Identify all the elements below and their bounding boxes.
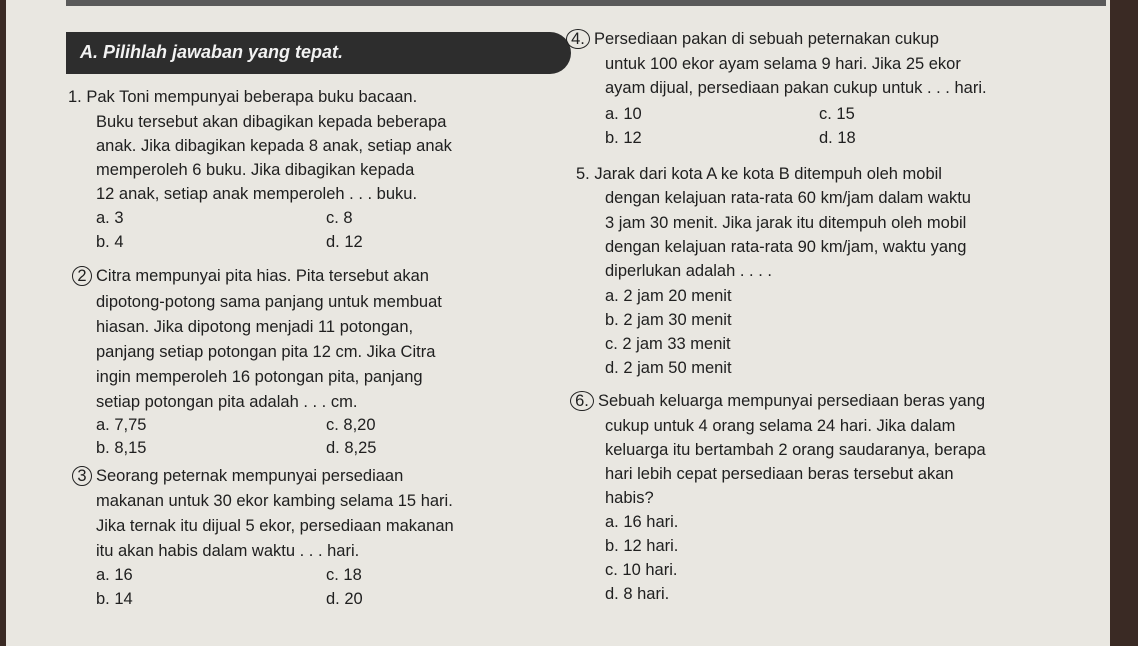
q2-line-2: dipotong-potong sama panjang untuk membuat: [96, 293, 442, 311]
q2-line-5: ingin memperoleh 16 potongan pita, panjang: [96, 368, 423, 386]
q2-option-b: b. 8,15: [96, 439, 147, 457]
q6-line-4: hari lebih cepat persediaan beras tersebut akan: [605, 465, 954, 483]
q6-option-d: d. 8 hari.: [605, 585, 670, 603]
worksheet-page: [6, 0, 1110, 646]
q3-option-d: d. 20: [326, 590, 363, 608]
q5-option-d: d. 2 jam 50 menit: [605, 359, 732, 377]
q4-option-b: b. 12: [605, 129, 642, 147]
q5-line-5: diperlukan adalah . . . .: [605, 262, 772, 280]
q3-line-1: [72, 466, 403, 486]
q2-number: 2: [72, 266, 92, 286]
q1-option-d: d. 12: [326, 233, 363, 251]
q1-line-5: 12 anak, setiap anak memperoleh . . . buku.: [96, 185, 418, 203]
q2-line-1: [72, 266, 429, 286]
q2-line-1-text: Citra mempunyai pita hias. Pita tersebut akan: [96, 267, 429, 285]
q6-option-a: a. 16 hari.: [605, 513, 679, 531]
q1-option-a: a. 3: [96, 209, 124, 227]
q6-line-5: habis?: [605, 489, 654, 507]
q4-option-d: d. 18: [819, 129, 856, 147]
q2-option-a: a. 7,75: [96, 416, 147, 434]
q5-option-b: b. 2 jam 30 menit: [605, 311, 732, 329]
q5-line-1: 5. Jarak dari kota A ke kota B ditempuh oleh mobil: [576, 165, 942, 183]
page-top-edge: [66, 0, 1106, 6]
section-header-text: A. Pilihlah jawaban yang tepat.: [80, 42, 344, 62]
q2-line-4: panjang setiap potongan pita 12 cm. Jika Citra: [96, 343, 436, 361]
q1-option-b: b. 4: [96, 233, 124, 251]
q4-option-c: c. 15: [819, 105, 855, 123]
q3-option-c: c. 18: [326, 566, 362, 584]
q6-option-c: c. 10 hari.: [605, 561, 678, 579]
q1-line-3: anak. Jika dibagikan kepada 8 anak, setiap anak: [96, 137, 452, 155]
q5-line-4: dengan kelajuan rata-rata 90 km/jam, waktu yang: [605, 238, 967, 256]
q3-line-1-text: Seorang peternak mempunyai persediaan: [96, 467, 404, 485]
q5-line-2: dengan kelajuan rata-rata 60 km/jam dalam waktu: [605, 189, 971, 207]
q4-line-3: ayam dijual, persediaan pakan cukup untuk . . . hari.: [605, 79, 987, 97]
q3-line-4: itu akan habis dalam waktu . . . hari.: [96, 542, 360, 560]
q5-option-c: c. 2 jam 33 menit: [605, 335, 731, 353]
q6-line-1: [570, 391, 985, 411]
q2-line-3: hiasan. Jika dipotong menjadi 11 potongan,: [96, 318, 414, 336]
q1-line-2: Buku tersebut akan dibagikan kepada beberapa: [96, 113, 447, 131]
q6-line-3: keluarga itu bertambah 2 orang saudaranya, berapa: [605, 441, 986, 459]
q3-number: 3: [72, 466, 92, 486]
q4-option-a: a. 10: [605, 105, 642, 123]
q3-line-2: makanan untuk 30 ekor kambing selama 15 hari.: [96, 492, 453, 510]
q6-line-2: cukup untuk 4 orang selama 24 hari. Jika dalam: [605, 417, 956, 435]
q6-line-1-text: Sebuah keluarga mempunyai persediaan beras yang: [598, 392, 986, 410]
q2-option-d: d. 8,25: [326, 439, 377, 457]
q3-option-b: b. 14: [96, 590, 133, 608]
q4-number: 4.: [566, 29, 590, 49]
q4-line-1: [566, 29, 939, 49]
q3-line-3: Jika ternak itu dijual 5 ekor, persediaan makanan: [96, 517, 454, 535]
q5-option-a: a. 2 jam 20 menit: [605, 287, 732, 305]
q2-line-6: setiap potongan pita adalah . . . cm.: [96, 393, 358, 411]
q5-line-3: 3 jam 30 menit. Jika jarak itu ditempuh oleh mobil: [605, 214, 967, 232]
q4-line-2: untuk 100 ekor ayam selama 9 hari. Jika 25 ekor: [605, 55, 961, 73]
q6-option-b: b. 12 hari.: [605, 537, 679, 555]
q1-option-c: c. 8: [326, 209, 353, 227]
q1-line-1: 1. Pak Toni mempunyai beberapa buku bacaan.: [68, 88, 418, 106]
q6-number: 6.: [570, 391, 594, 411]
q2-option-c: c. 8,20: [326, 416, 376, 434]
q1-line-4: memperoleh 6 buku. Jika dibagikan kepada: [96, 161, 415, 179]
q4-line-1-text: Persediaan pakan di sebuah peternakan cukup: [594, 30, 939, 48]
q3-option-a: a. 16: [96, 566, 133, 584]
section-header: [66, 32, 571, 74]
